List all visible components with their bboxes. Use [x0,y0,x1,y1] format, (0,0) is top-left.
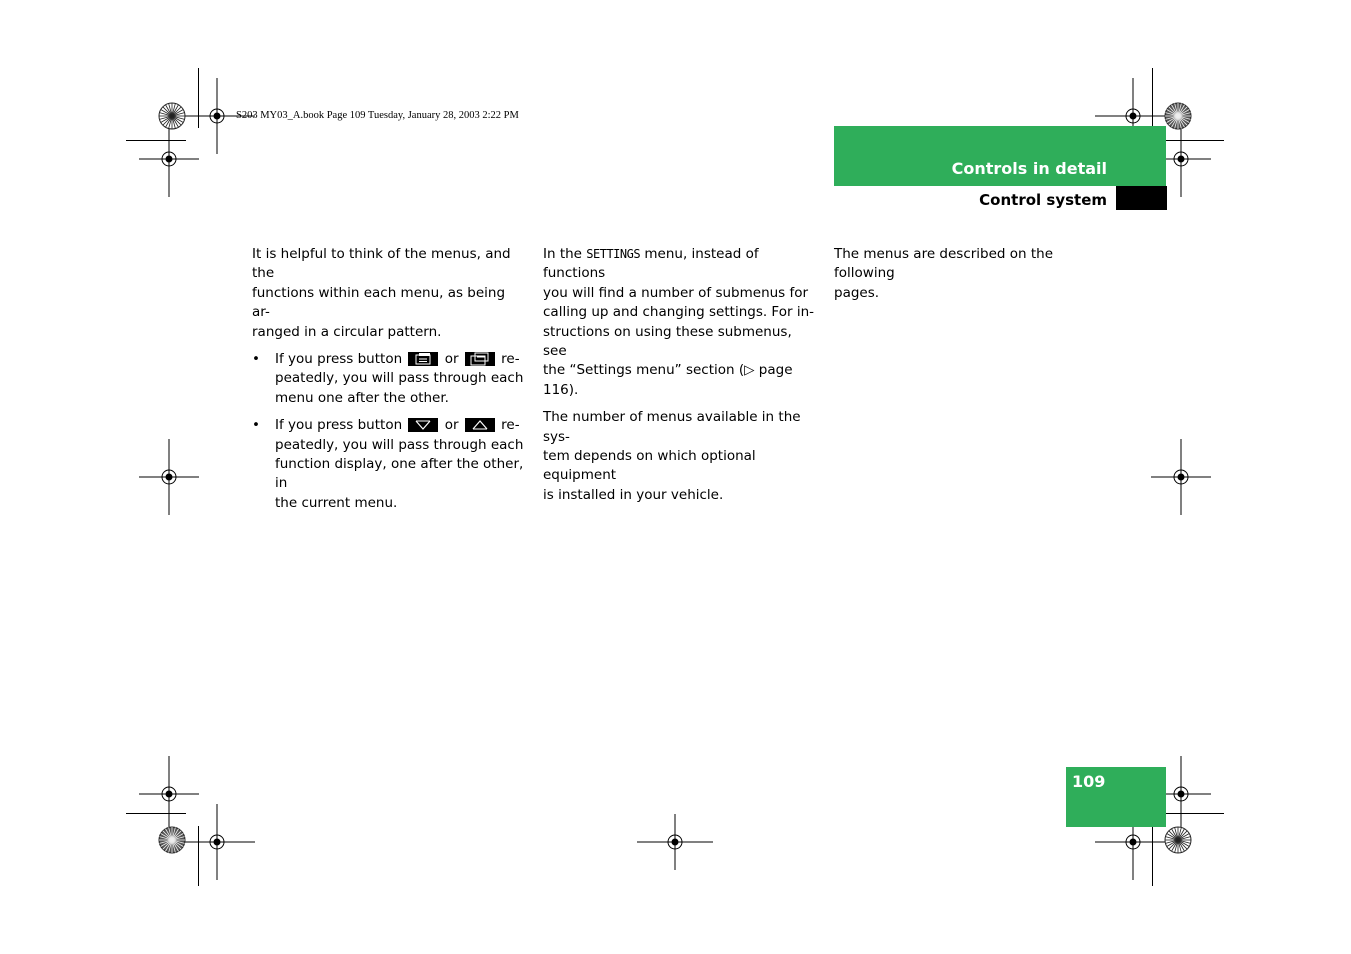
arrow-up-key-icon [465,418,495,432]
intro-paragraph: It is helpful to think of the menus, and the functions within each menu, as being ar- ranged in a circular pattern. [252,246,511,340]
column-3 [834,245,1106,311]
bullet-menu-navigation: • If you press button or re- peatedly, you will pass through each menu one after the other. [252,351,524,406]
bullet-point: • [252,351,260,368]
subsection-title: Control system [979,191,1107,209]
bullet-point: • [252,417,260,434]
menu-back-key-icon [408,352,438,366]
settings-page-reference: the “Settings menu” section (▷ page 116). [543,362,793,398]
bullet-function-navigation: • If you press button or re- peatedly, you will pass through each function display, one after the other, in the current menu. [252,417,524,511]
section-title: Controls in detail [951,159,1107,178]
column-2 [543,245,815,513]
column-1 [252,245,524,521]
menu-forward-key-icon [465,352,495,366]
settings-paragraph: In the SETTINGS menu, instead of functions you will find a number of submenus for calling up and changing settings. For in- structions on using these submenus, see the “Settings menu” section (▷ page 116). [543,246,814,398]
subsection-tab-marker [1116,186,1167,210]
settings-menu-label: SETTINGS [586,247,641,261]
page-number: 109 [1072,772,1106,791]
menus-described-paragraph: The menus are described on the following pages. [834,246,1054,301]
arrow-down-key-icon [408,418,438,432]
menus-availability-paragraph: The number of menus available in the sys- tem depends on which optional equipment is installed in your vehicle. [543,409,801,503]
file-header: S203 MY03_A.book Page 109 Tuesday, January 28, 2003 2:22 PM [236,110,519,121]
